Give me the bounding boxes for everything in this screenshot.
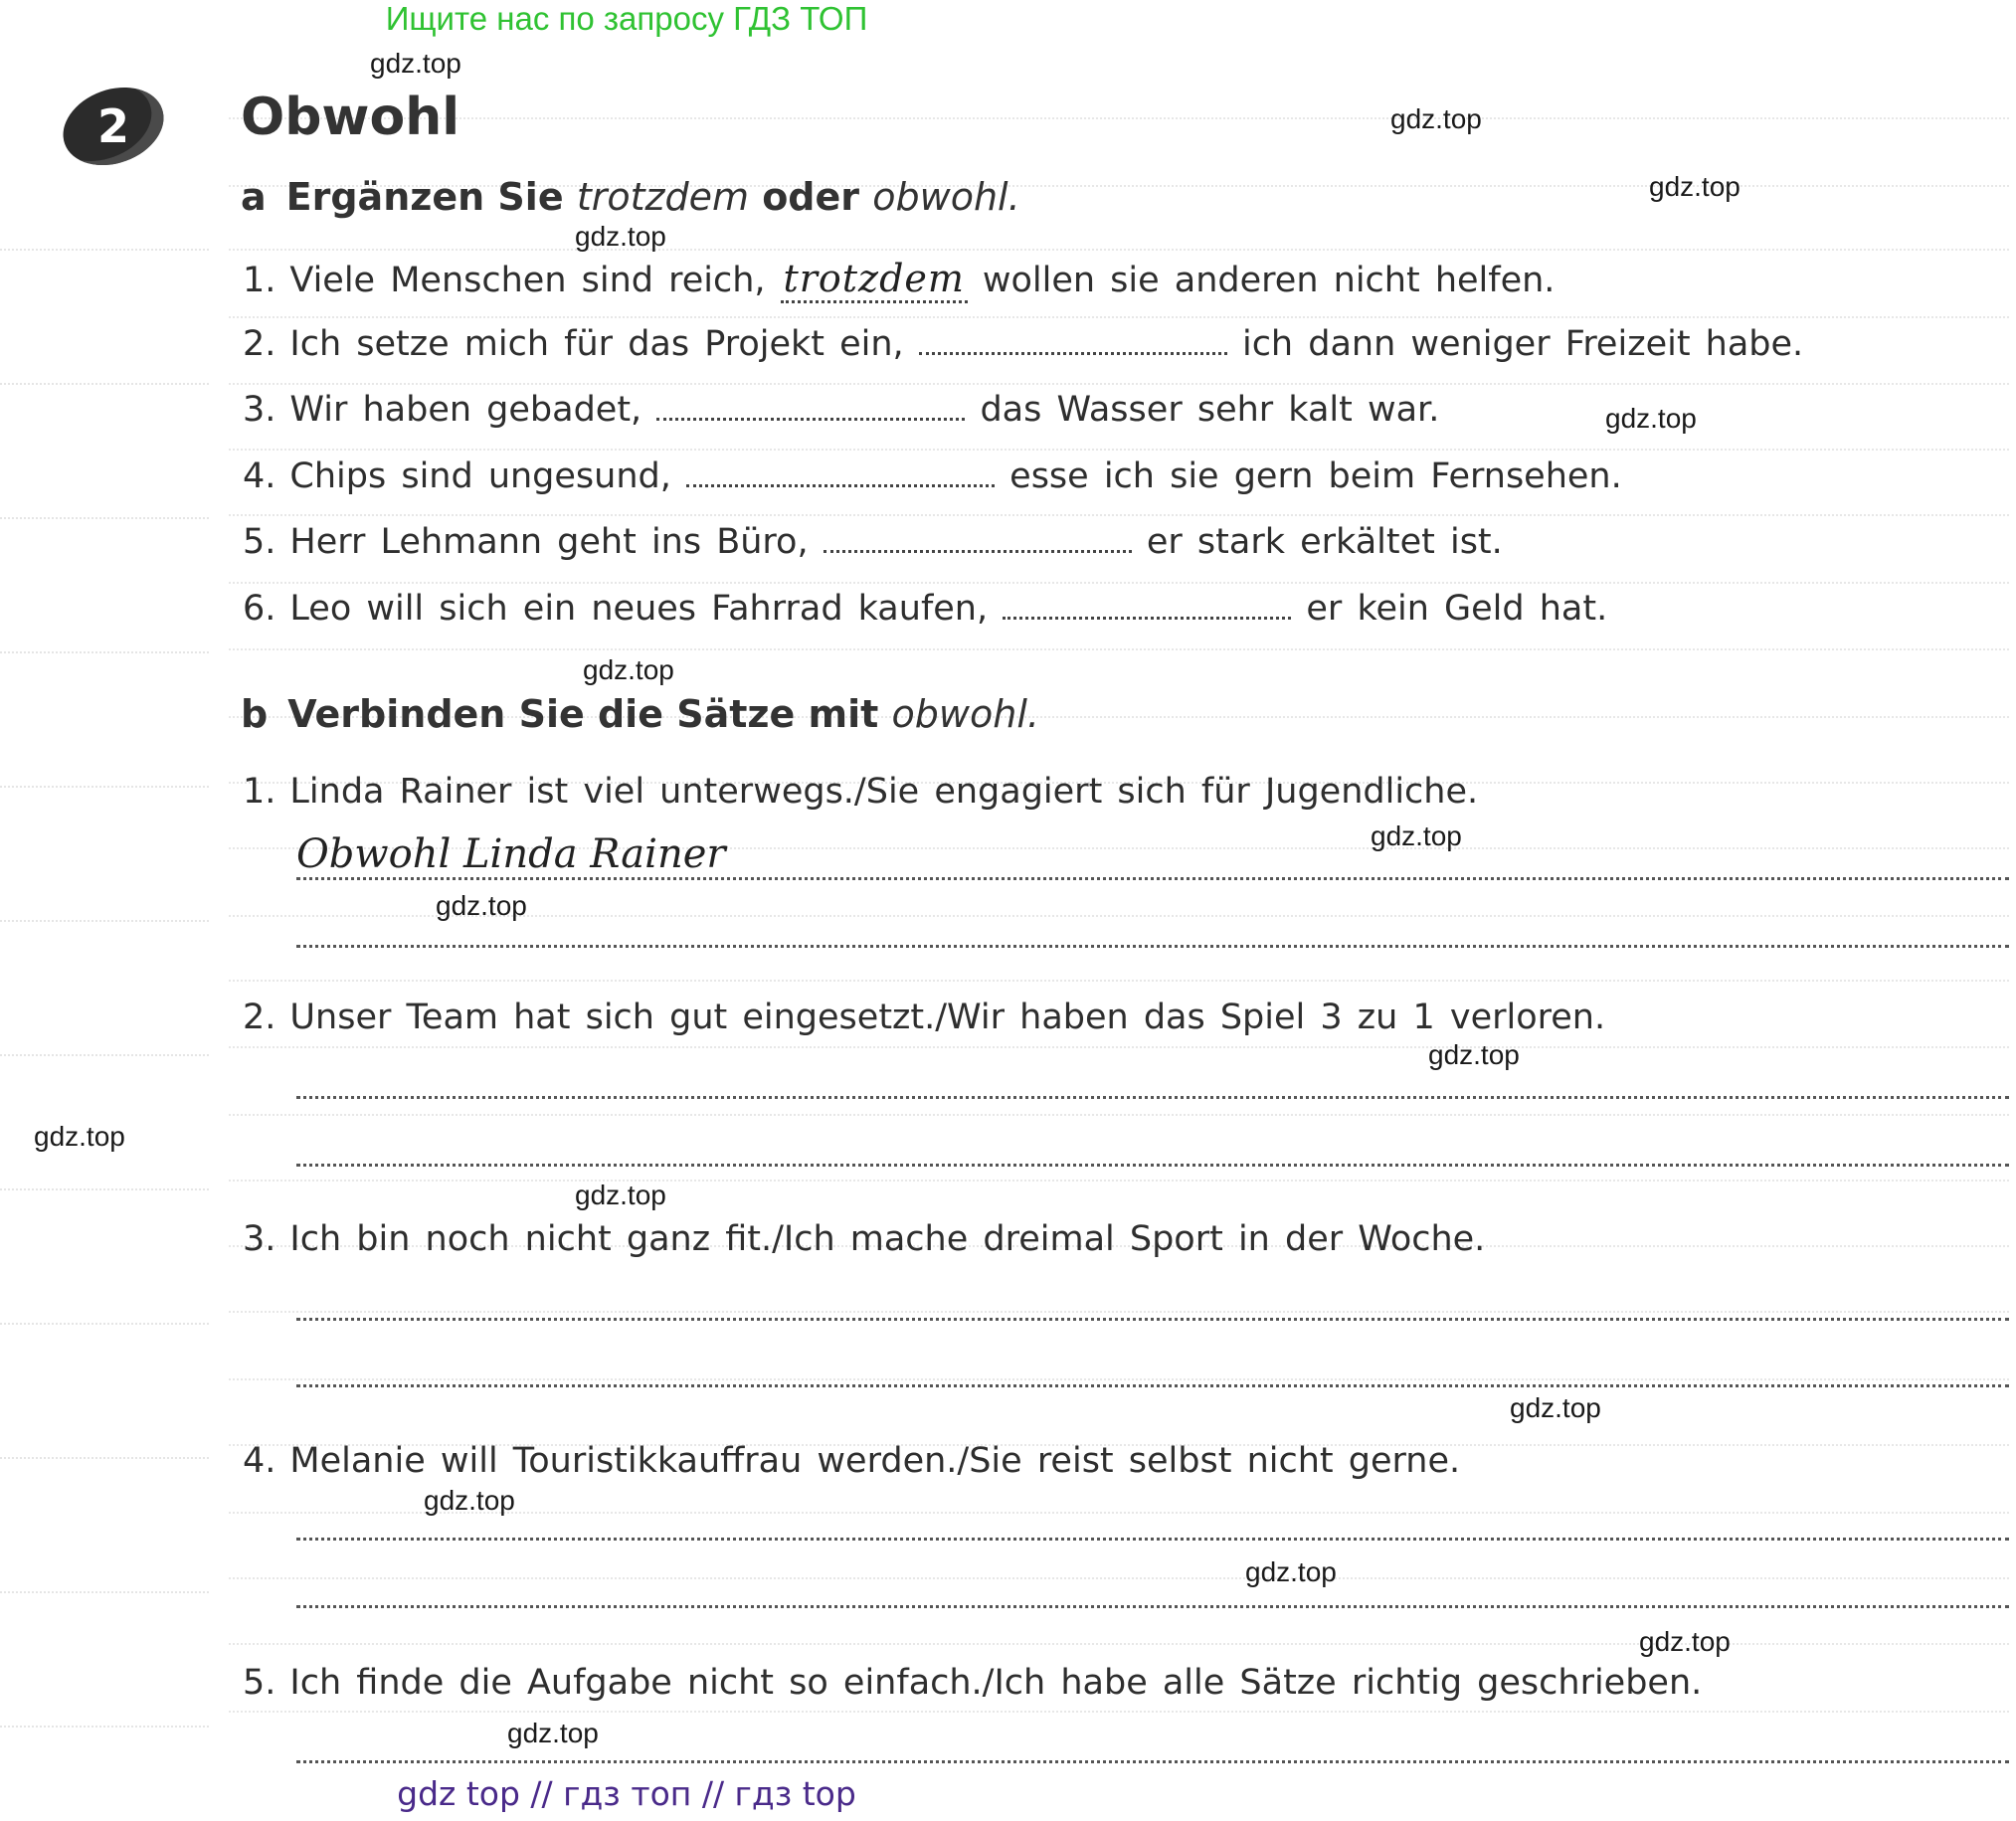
- answer-blank[interactable]: [686, 455, 995, 487]
- watermark: gdz.top: [370, 48, 461, 79]
- item-number: 5.: [243, 522, 276, 562]
- section-b-item-1: [243, 772, 1478, 812]
- section-b-instruction: Verbinden Sie die Sätze mit: [287, 692, 879, 736]
- section-b-heading: [241, 692, 1039, 736]
- section-a-item-1: [243, 257, 1555, 303]
- section-b-word: obwohl.: [891, 692, 1039, 736]
- item-sentences: Unser Team hat sich gut eingesetzt./Wir haben das Spiel 3 zu 1 verloren.: [289, 998, 1606, 1037]
- watermark: gdz.top: [575, 221, 666, 252]
- watermark: gdz.top: [1605, 403, 1697, 434]
- answer-blank[interactable]: [656, 388, 965, 421]
- item-text-after: ich dann weniger Freizeit habe.: [1241, 324, 1804, 364]
- exercise-title: Obwohl: [241, 88, 460, 147]
- section-a-item-6: [243, 587, 1607, 629]
- item-sentences: Ich finde die Aufgabe nicht so einfach./Ich habe alle Sätze richtig geschrieben.: [289, 1663, 1703, 1703]
- answer-line[interactable]: [296, 877, 2009, 881]
- item-text-before: Ich setze mich für das Projekt ein,: [289, 324, 904, 364]
- section-b-item-2: [243, 998, 1605, 1037]
- item-number: 2.: [243, 998, 276, 1037]
- watermark: gdz.top: [436, 890, 527, 921]
- item-text-after: esse ich sie gern beim Fernsehen.: [1009, 456, 1622, 496]
- watermark: gdz.top: [34, 1121, 125, 1152]
- answer-line[interactable]: [296, 945, 2009, 949]
- section-b-letter: b: [241, 692, 269, 736]
- answer-line[interactable]: [296, 1096, 2009, 1100]
- watermark: gdz.top: [583, 654, 674, 685]
- item-number: 1.: [243, 772, 276, 812]
- item-text-after: das Wasser sehr kalt war.: [980, 390, 1440, 430]
- item-number: 5.: [243, 1663, 276, 1703]
- answer-line[interactable]: [296, 1164, 2009, 1168]
- item-sentences: Linda Rainer ist viel unterwegs./Sie engagiert sich für Jugendliche.: [289, 772, 1479, 812]
- watermark: gdz.top: [1649, 171, 1741, 202]
- item-text-before: Herr Lehmann geht ins Büro,: [289, 522, 809, 562]
- section-a-item-5: [243, 520, 1503, 562]
- section-b-item-4: [243, 1441, 1460, 1481]
- item-number: 3.: [243, 1219, 276, 1259]
- handwritten-answer: Obwohl Linda Rainer: [296, 831, 726, 877]
- item-number: 4.: [243, 456, 276, 496]
- item-text-before: Wir haben gebadet,: [289, 390, 642, 430]
- exercise-number: 2: [96, 99, 129, 153]
- section-a-word-1: trotzdem: [576, 175, 749, 219]
- section-a-item-3: [243, 388, 1439, 430]
- answer-line[interactable]: [296, 1538, 2009, 1542]
- watermark: gdz.top: [1245, 1556, 1337, 1587]
- item-text-after: wollen sie anderen nicht helfen.: [982, 261, 1556, 300]
- item-text-before: Leo will sich ein neues Fahrrad kaufen,: [289, 589, 989, 629]
- item-text-before: Chips sind ungesund,: [289, 456, 671, 496]
- watermark: gdz.top: [1390, 103, 1482, 134]
- promo-banner[interactable]: Ищите нас по запросу ГДЗ ТОП: [385, 0, 868, 37]
- item-number: 1.: [243, 261, 276, 300]
- watermark: gdz.top: [1510, 1392, 1601, 1423]
- watermark: gdz.top: [1428, 1039, 1520, 1070]
- answer-line[interactable]: [296, 1605, 2009, 1609]
- item-number: 6.: [243, 589, 276, 629]
- answer-line[interactable]: [296, 1760, 2009, 1764]
- answer-line[interactable]: [296, 1384, 2009, 1388]
- section-a-connector: oder: [762, 175, 860, 219]
- section-a-heading: [241, 175, 1020, 219]
- watermark: gdz.top: [575, 1180, 666, 1210]
- item-sentences: Ich bin noch nicht ganz fit./Ich mache dreimal Sport in der Woche.: [289, 1219, 1486, 1259]
- item-number: 4.: [243, 1441, 276, 1481]
- watermark: gdz.top: [1639, 1626, 1731, 1657]
- exercise-number-badge: [52, 74, 174, 178]
- item-sentences: Melanie will Touristikkauffrau werden./Sie reist selbst nicht gerne.: [289, 1441, 1461, 1481]
- item-number: 3.: [243, 390, 276, 430]
- watermark: gdz.top: [507, 1718, 599, 1748]
- answer-blank[interactable]: [1003, 587, 1291, 620]
- item-number: 2.: [243, 324, 276, 364]
- footer-watermark[interactable]: gdz top // гдз топ // гдз top: [397, 1774, 856, 1813]
- answer-blank[interactable]: [919, 322, 1227, 355]
- section-b-item-3: [243, 1219, 1485, 1259]
- section-a-item-2: [243, 322, 1803, 364]
- section-a-item-4: [243, 455, 1622, 496]
- section-b-item-5: [243, 1663, 1702, 1703]
- section-a-word-2: obwohl.: [872, 175, 1020, 219]
- section-a-letter: a: [241, 175, 267, 219]
- answer-blank[interactable]: [824, 520, 1132, 553]
- item-text-after: er stark erkältet ist.: [1146, 522, 1503, 562]
- answer-line[interactable]: [296, 1318, 2009, 1322]
- item-text-before: Viele Menschen sind reich,: [289, 261, 766, 300]
- section-a-instruction: Ergänzen Sie: [285, 175, 564, 219]
- answer-blank[interactable]: trotzdem: [781, 257, 968, 303]
- watermark: gdz.top: [1371, 820, 1462, 851]
- watermark: gdz.top: [424, 1485, 515, 1516]
- item-text-after: er kein Geld hat.: [1306, 589, 1608, 629]
